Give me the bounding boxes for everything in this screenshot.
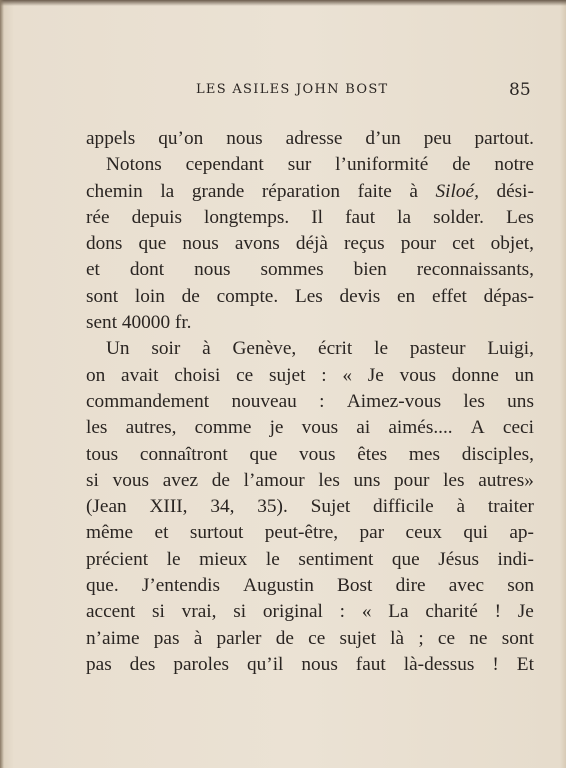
text-line: (Jean XIII, 34, 35). Sujet difficile à traiter [86, 496, 534, 518]
body-text [86, 126, 534, 678]
text-line: et dont nous sommes bien reconnaissants, [86, 259, 534, 281]
text-line: dons que nous avons déjà reçus pour cet objet, [86, 233, 534, 255]
running-title: LES ASILES JOHN BOST [196, 82, 389, 97]
page-binding-edge [0, 0, 4, 768]
text-line: sont loin de compte. Les devis en effet dépas- [86, 285, 534, 307]
text-line: Notons cependant sur l’uniformité de notre [106, 154, 534, 176]
text-line: sent 40000 fr. [86, 312, 192, 334]
text-line: précient le mieux le sentiment que Jésus indi- [86, 548, 534, 570]
text-line: que. J’entendis Augustin Bost dire avec son [86, 575, 534, 597]
text-line: même et surtout peut-être, par ceux qui ap- [86, 522, 534, 544]
text-line: commandement nouveau : Aimez-vous les uns [86, 390, 534, 412]
text-line: chemin la grande réparation faite à Siloé, dési- [86, 180, 534, 202]
text-line: accent si vrai, si original : « La charité ! Je [86, 601, 534, 623]
text-line: on avait choisi ce sujet : « Je vous donne un [86, 364, 534, 386]
page-top-shadow [0, 0, 566, 6]
page-number: 85 [509, 80, 531, 100]
text-line: les autres, comme je vous ai aimés.... A ceci [86, 417, 534, 439]
text-line: tous connaîtront que vous êtes mes disciples, [86, 443, 534, 465]
text-line: appels qu’on nous adresse d’un peu partout. [86, 128, 534, 149]
running-head [0, 80, 566, 104]
text-line: si vous avez de l’amour les uns pour les autres» [86, 469, 534, 491]
text-line: Un soir à Genève, écrit le pasteur Luigi, [106, 338, 534, 360]
text-line: rée depuis longtemps. Il faut la solder. Les [86, 206, 534, 228]
text-line: n’aime pas à parler de ce sujet là ; ce ne sont [86, 627, 534, 649]
text-line: pas des paroles qu’il nous faut là-dessus ! Et [86, 653, 534, 675]
